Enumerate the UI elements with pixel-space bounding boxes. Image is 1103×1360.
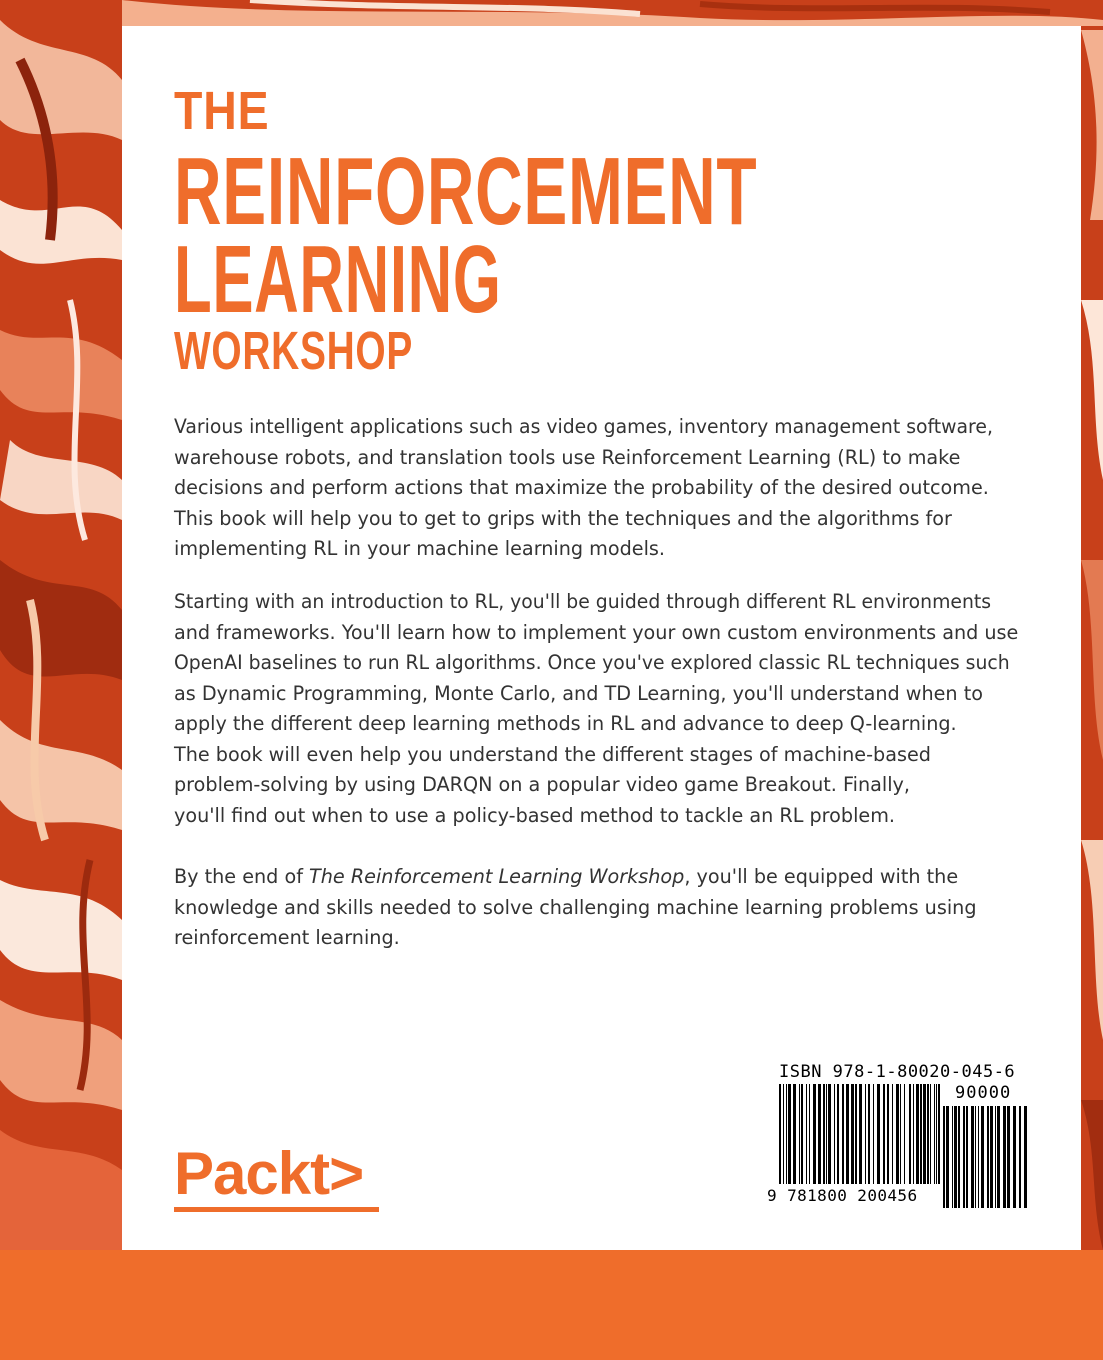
barcode-bar xyxy=(887,1084,889,1184)
paragraph-line: implementing RL in your machine learning models. xyxy=(174,537,666,560)
barcode-bar xyxy=(823,1084,825,1184)
barcode-bar xyxy=(868,1084,870,1184)
isbn-barcode xyxy=(767,1062,1037,1212)
barcode-bar xyxy=(783,1084,784,1184)
price-code-label: 90000 xyxy=(955,1083,1012,1103)
title-line-reinforcement: REINFORCEMENT xyxy=(174,138,758,245)
barcode-bar xyxy=(966,1106,968,1208)
barcode-bar xyxy=(904,1084,905,1184)
barcode-bar xyxy=(851,1084,854,1184)
paragraph-line: as Dynamic Programming, Monte Carlo, and TD Learning, you'll understand when to xyxy=(174,681,983,705)
packt-logo: Packt> xyxy=(174,1140,364,1207)
barcode-bar xyxy=(913,1084,914,1184)
description-paragraph-2 xyxy=(174,587,1034,831)
barcode-bar xyxy=(779,1084,781,1184)
paragraph-line xyxy=(174,862,1034,893)
barcode-bar xyxy=(954,1106,957,1208)
ean-number-label: 9 781800 200456 xyxy=(767,1186,918,1205)
barcode-bar xyxy=(859,1084,862,1184)
barcode-bar xyxy=(828,1084,831,1184)
barcode-bar xyxy=(788,1084,791,1184)
isbn-label: ISBN 978-1-80020-045-6 xyxy=(779,1062,1016,1082)
barcode-bar xyxy=(990,1106,993,1208)
barcode-bar xyxy=(818,1084,821,1184)
barcode-bar xyxy=(987,1106,989,1208)
barcode-bar xyxy=(920,1084,922,1184)
barcode-bar xyxy=(923,1084,926,1184)
paragraph-line: decisions and perform actions that maximize the probability of the desired outcome. xyxy=(174,476,989,499)
barcode-bar xyxy=(896,1084,899,1184)
paragraph-line: Various intelligent applications such as video games, inventory management software, xyxy=(174,415,993,438)
barcode-bar xyxy=(801,1084,803,1184)
barcode-bar xyxy=(1007,1106,1010,1208)
barcode-bar xyxy=(799,1084,800,1184)
barcode-bar xyxy=(975,1106,976,1208)
paragraph-line: reinforcement learning. xyxy=(174,926,400,949)
barcode-bar xyxy=(809,1084,810,1184)
barcode-bar xyxy=(958,1106,960,1208)
paragraph-text: By the end of xyxy=(174,865,310,888)
barcode-bar xyxy=(855,1084,857,1184)
barcode-bar xyxy=(842,1084,844,1184)
barcode-bar xyxy=(930,1084,931,1184)
paragraph-line: you'll find out when to use a policy-based method to tackle an RL problem. xyxy=(174,803,895,827)
paragraph-line: warehouse robots, and translation tools use Reinforcement Learning (RL) to make xyxy=(174,445,961,469)
barcode-bar xyxy=(1013,1106,1016,1208)
paragraph-line: OpenAI baselines to run RL algorithms. Once you've explored classic RL techniques such xyxy=(174,651,1010,674)
description-paragraph-3 xyxy=(174,862,1034,954)
barcode-bar xyxy=(927,1084,929,1184)
paragraph-line: knowledge and skills needed to solve challenging machine learning problems using xyxy=(174,895,977,919)
barcode-bar xyxy=(834,1084,835,1184)
back-cover-panel xyxy=(122,26,1081,1250)
paragraph-line: Starting with an introduction to RL, you'll be guided through different RL environments xyxy=(174,590,992,613)
barcode-bar xyxy=(837,1084,839,1184)
barcode-bar xyxy=(938,1084,940,1184)
description-paragraph-1 xyxy=(174,412,1034,565)
barcode-bar xyxy=(1019,1106,1021,1208)
paragraph-text: , you'll be equipped with the xyxy=(684,865,959,888)
barcode-bar xyxy=(909,1084,911,1184)
barcode-bar xyxy=(793,1084,796,1184)
barcode-bar xyxy=(916,1084,917,1184)
book-title-italic: The Reinforcement Learning Workshop xyxy=(309,865,685,888)
barcode-bar xyxy=(936,1084,937,1184)
barcode-bar xyxy=(883,1084,885,1184)
barcode-bar xyxy=(952,1106,953,1208)
packt-logo-underline xyxy=(174,1207,379,1212)
barcode-bar xyxy=(995,1106,996,1208)
barcode-bar xyxy=(978,1106,979,1208)
barcode-bar xyxy=(900,1084,901,1184)
barcode-bar xyxy=(981,1106,984,1208)
barcode-bar xyxy=(934,1084,935,1184)
barcode-bar xyxy=(1003,1106,1006,1208)
bottom-color-band xyxy=(0,1250,1103,1360)
barcode-bar xyxy=(943,1106,945,1208)
barcode-bar xyxy=(877,1084,880,1184)
barcode-bar xyxy=(997,1106,1000,1208)
barcode-bar xyxy=(786,1084,787,1184)
paragraph-line: The book will even help you understand the different stages of machine-based xyxy=(174,742,931,766)
title-line-learning: LEARNING xyxy=(174,226,502,333)
paragraph-line: and frameworks. You'll learn how to implement your own custom environments and use xyxy=(174,620,1019,644)
title-line-the: THE xyxy=(174,81,270,141)
paragraph-line: apply the different deep learning methods in RL and advance to deep Q-learning. xyxy=(174,712,957,735)
barcode-bar xyxy=(971,1106,974,1208)
barcode-bar xyxy=(892,1084,893,1184)
paragraph-line: problem-solving by using DARQN on a popular video game Breakout. Finally, xyxy=(174,773,910,796)
paragraph-line: This book will help you to get to grips with the techniques and the algorithms for xyxy=(174,506,952,530)
title-line-workshop: WORKSHOP xyxy=(174,321,414,381)
barcode-bar xyxy=(946,1106,949,1208)
barcode-bar xyxy=(873,1084,874,1184)
barcode-bar xyxy=(813,1084,816,1184)
barcode-bar xyxy=(806,1084,807,1184)
barcode-bar xyxy=(865,1084,866,1184)
barcode-bar xyxy=(846,1084,849,1184)
barcode-bar xyxy=(963,1106,965,1208)
barcode-bar xyxy=(826,1084,827,1184)
barcode-bar xyxy=(1024,1106,1027,1208)
barcode-bar xyxy=(917,1084,919,1184)
